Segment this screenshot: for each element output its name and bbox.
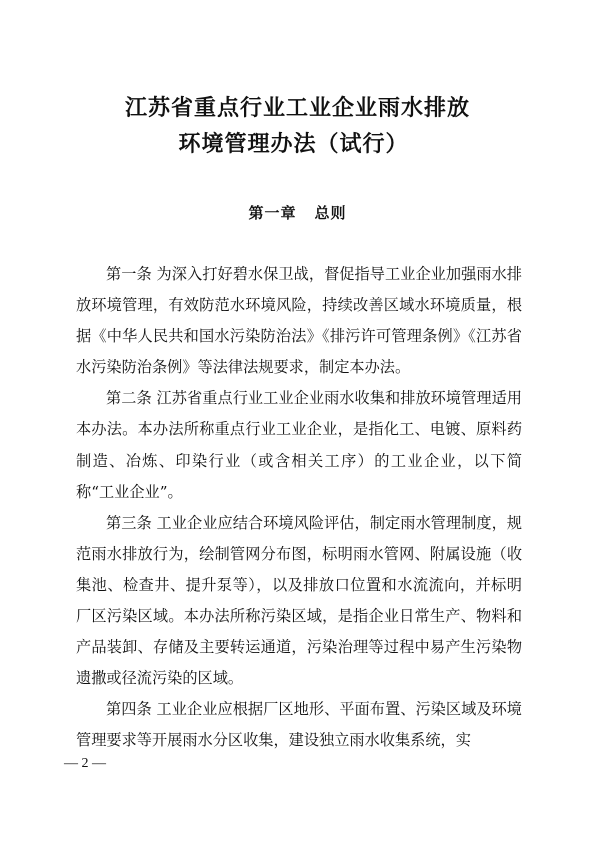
page-number: — 2 — [64, 756, 106, 771]
chapter-name: 总则 [314, 204, 347, 222]
article-4-paragraph: 第四条 工业企业应根据厂区地形、平面布置、污染区域及环境管理要求等开展雨水分区收集，建设独立雨水收集系统，实 [76, 700, 522, 750]
chapter-number: 第一章 [248, 204, 297, 222]
document-title-line-2: 环境管理办法（试行） [178, 131, 409, 157]
chapter-heading [0, 203, 595, 223]
article-3-paragraph: 第三条 工业企业应结合环境风险评估，制定雨水管理制度，规范雨水排放行为，绘制管网分布图，标明雨水管网、附属设施（收集池、检查井、提升泵等），以及排放口位置和水流流向，并标明厂区污染区域。本办法所称污染区域，是指企业日常生产、物料和产品装卸、存储及主要转运通道，污染治理等过程中易产生污染物遗撒或径流污染的区域。 [76, 513, 522, 688]
article-2-paragraph: 第二条 江苏省重点行业工业企业雨水收集和排放环境管理适用本办法。本办法所称重点行业工业企业，是指化工、电镀、原料药制造、冶炼、印染行业（或含相关工序）的工业企业，以下简称“工业企业”。 [76, 389, 522, 501]
article-1-paragraph: 第一条 为深入打好碧水保卫战，督促指导工业企业加强雨水排放环境管理，有效防范水环境风险，持续改善区域水环境质量，根据《中华人民共和国水污染防治法》《排污许可管理条例》《江苏省水污染防治条例》等法律法规要求，制定本办法。 [76, 265, 522, 377]
document-body [76, 259, 522, 757]
document-title-line-1: 江苏省重点行业工业企业雨水排放 [124, 95, 470, 121]
